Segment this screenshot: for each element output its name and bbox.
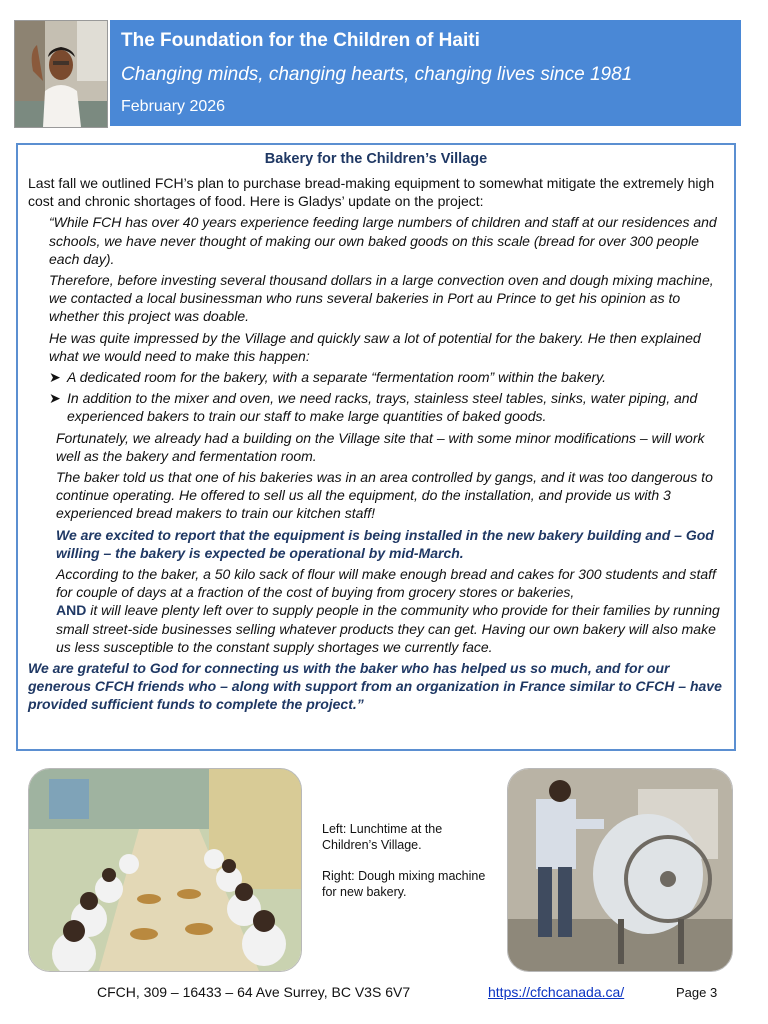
arrow-bullet-icon: ➤	[49, 390, 61, 407]
organization-title: The Foundation for the Children of Haiti	[121, 30, 480, 51]
header-banner	[110, 20, 741, 126]
quote-paragraph-1: “While FCH has over 40 years experience feeding large numbers of children and staff at our residences and schools, we have never thought of making our own baked goods on this scale (bread for over 300 people each day).	[49, 214, 717, 267]
closing-paragraph: We are grateful to God for connecting us with the baker who has helped us so much, and for our generous CFCH friends who – along with support from an organization in France similar to CFCH – have provided sufficient funds to complete the project.”	[28, 660, 722, 713]
footer-address: CFCH, 309 – 16433 – 64 Ave Surrey, BC V3S 6V7	[97, 984, 411, 1000]
article-body	[28, 174, 728, 717]
website-link[interactable]: https://cfchcanada.ca/	[488, 984, 625, 1000]
quote-paragraph-7: According to the baker, a 50 kilo sack of flour will make enough bread and cakes for 300 students and staff for couple of days at a fraction of the cost of buying from grocery stores or bakeries, AND it will leave plenty left over to supply people in the community who provide for their families by running small street-side businesses selling whatever products they can get. Having our own bakery will also make us less susceptible to the constant supply shortages we currently face.	[56, 566, 720, 655]
highlight-paragraph: We are excited to report that the equipment is being installed in the new bakery building and – God willing – the bakery is expected be operational by mid-March.	[56, 526, 714, 561]
quote-paragraph-4: Fortunately, we already had a building on the Village site that – with some minor modifications – will work well as the bakery and fermentation room.	[56, 429, 705, 464]
lunchtime-photo	[28, 768, 302, 972]
header-portrait-photo	[14, 20, 108, 128]
page-number: Page 3	[676, 985, 718, 1000]
caption-right: Right: Dough mixing machine for new bakery.	[322, 869, 486, 899]
newsletter-date: February 2026	[121, 98, 226, 115]
bullet-item: ➤ In addition to the mixer and oven, we need racks, trays, stainless steel tables, sinks, water piping, and experienced bakers to train our staff to make large quantities of baked goods.	[49, 390, 698, 425]
and-emphasis: AND	[56, 602, 87, 619]
caption-left: Left: Lunchtime at the Children’s Village.	[322, 822, 443, 852]
arrow-bullet-icon: ➤	[49, 369, 61, 386]
article-intro: Last fall we outlined FCH’s plan to purchase bread-making equipment to somewhat mitigate the extremely high cost and chronic shortages of food. Here is Gladys’ update on the project:	[28, 175, 715, 210]
article-box	[16, 143, 736, 751]
photo-captions	[322, 822, 492, 916]
dough-mixer-photo	[507, 768, 733, 972]
quote-paragraph-2: Therefore, before investing several thousand dollars in a large convection oven and dough mixing machine, we contacted a local businessman who runs several bakeries in Port au Prince to get his opinion as to whether this project was doable.	[49, 272, 714, 325]
article-title: Bakery for the Children’s Village	[264, 151, 488, 167]
quote-paragraph-5: The baker told us that one of his bakeries was in an area controlled by gangs, and it was too dangerous to continue operating. He offered to sell us all the equipment, do the installation, and provide us with 3 experienced bread makers to train our kitchen staff!	[56, 469, 713, 522]
organization-tagline: Changing minds, changing hearts, changing lives since 1981	[121, 64, 633, 85]
quote-paragraph-3: He was quite impressed by the Village and quickly saw a lot of potential for the bakery. He then explained what we would need to make this happen:	[49, 329, 701, 364]
bullet-item: ➤ A dedicated room for the bakery, with a separate “fermentation room” within the bakery.	[49, 369, 606, 386]
